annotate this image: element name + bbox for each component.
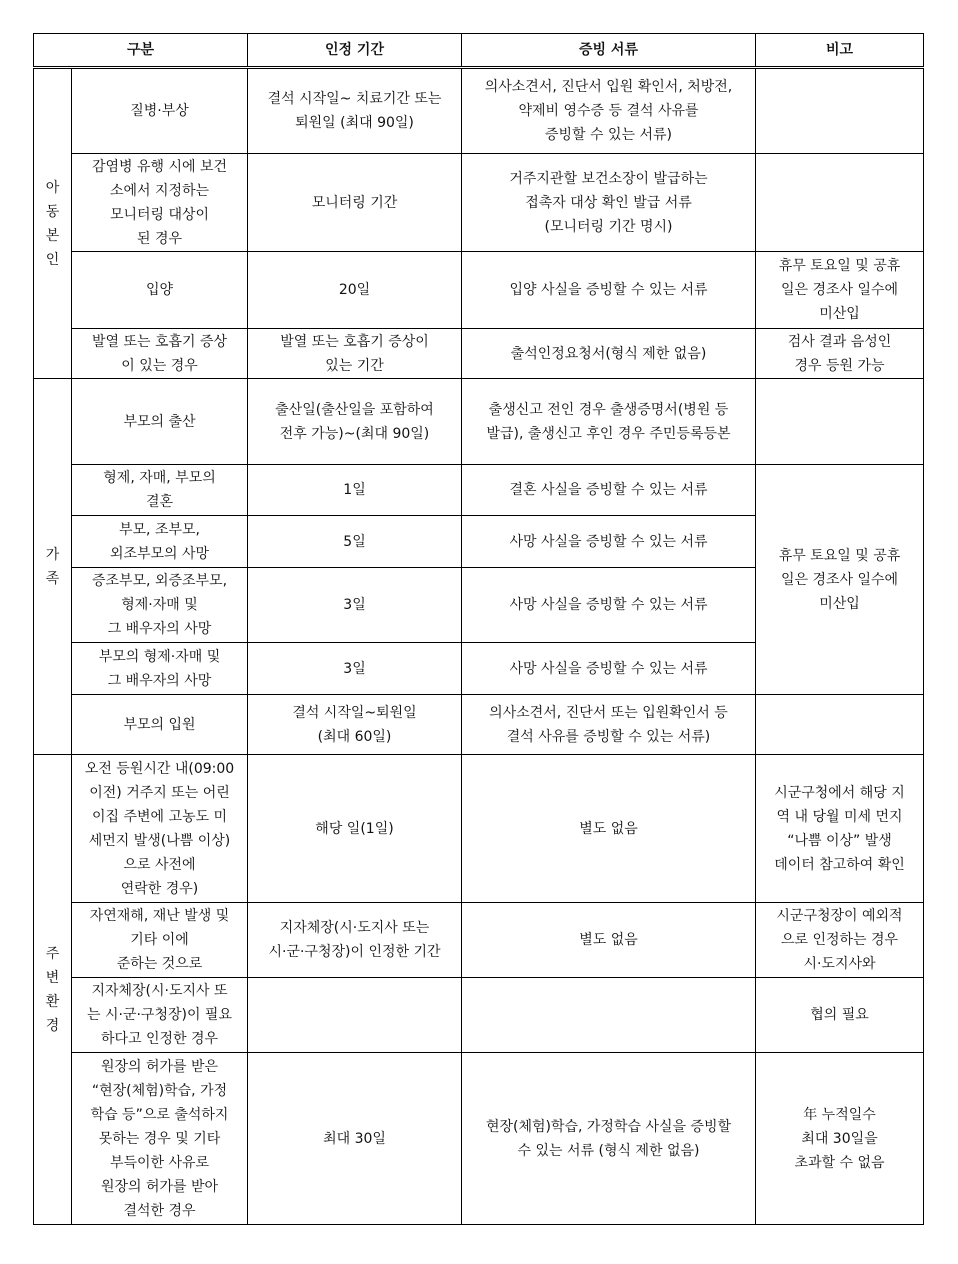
row-note: 시군구청장이 예외적 으로 인정하는 경우 시·도지사와 bbox=[756, 903, 924, 978]
table-row bbox=[34, 68, 924, 154]
table-row bbox=[34, 755, 924, 903]
attendance-recognition-table bbox=[33, 33, 924, 1225]
row-note: 휴무 토요일 및 공휴 일은 경조사 일수에 미산입 bbox=[756, 465, 924, 695]
row-docs: 사망 사실을 증빙할 수 있는 서류 bbox=[462, 643, 756, 695]
row-item: 자연재해, 재난 발생 및 기타 이에 준하는 것으로 bbox=[72, 903, 248, 978]
group-environment: 주 변 환 경 bbox=[34, 755, 72, 1225]
row-note bbox=[756, 154, 924, 252]
row-docs: 출생신고 전인 경우 출생증명서(병원 등 발급), 출생신고 후인 경우 주민등록등본 bbox=[462, 379, 756, 465]
row-note: 年 누적일수 최대 30일을 초과할 수 없음 bbox=[756, 1053, 924, 1225]
row-item: 증조부모, 외증조부모, 형제·자매 및 그 배우자의 사망 bbox=[72, 568, 248, 643]
row-note: 검사 결과 음성인 경우 등원 가능 bbox=[756, 329, 924, 379]
row-period: 3일 bbox=[248, 643, 462, 695]
row-docs: 출석인정요청서(형식 제한 없음) bbox=[462, 329, 756, 379]
table-row bbox=[34, 329, 924, 379]
row-docs: 의사소견서, 진단서 또는 입원확인서 등 결석 사유를 증빙할 수 있는 서류) bbox=[462, 695, 756, 755]
row-docs: 별도 없음 bbox=[462, 755, 756, 903]
row-docs: 입양 사실을 증빙할 수 있는 서류 bbox=[462, 252, 756, 329]
row-period: 해당 일(1일) bbox=[248, 755, 462, 903]
table-row bbox=[34, 978, 924, 1053]
row-period: 20일 bbox=[248, 252, 462, 329]
row-docs: 의사소견서, 진단서 입원 확인서, 처방전, 약제비 영수증 등 결석 사유를 증빙할 수 있는 서류) bbox=[462, 68, 756, 154]
row-period: 1일 bbox=[248, 465, 462, 516]
row-note bbox=[756, 379, 924, 465]
row-docs bbox=[462, 978, 756, 1053]
row-item: 부모의 입원 bbox=[72, 695, 248, 755]
row-item: 감염병 유행 시에 보건 소에서 지정하는 모니터링 대상이 된 경우 bbox=[72, 154, 248, 252]
table-row bbox=[34, 465, 924, 516]
row-item: 원장의 허가를 받은 “현장(체험)학습, 가정 학습 등”으로 출석하지 못하는 경우 및 기타 부득이한 사유로 원장의 허가를 받아 결석한 경우 bbox=[72, 1053, 248, 1225]
row-period bbox=[248, 978, 462, 1053]
row-item: 지자체장(시·도지사 또 는 시·군·구청장)이 필요 하다고 인정한 경우 bbox=[72, 978, 248, 1053]
row-item: 오전 등원시간 내(09:00 이전) 거주지 또는 어린 이집 주변에 고농도 미 세먼지 발생(나쁨 이상) 으로 사전에 연락한 경우) bbox=[72, 755, 248, 903]
table-row bbox=[34, 1053, 924, 1225]
group-child: 아 동 본 인 bbox=[34, 68, 72, 379]
table-row bbox=[34, 154, 924, 252]
row-docs: 거주지관할 보건소장이 발급하는 접촉자 대상 확인 발급 서류 (모니터링 기간 명시) bbox=[462, 154, 756, 252]
row-note: 협의 필요 bbox=[756, 978, 924, 1053]
row-item: 형제, 자매, 부모의 결혼 bbox=[72, 465, 248, 516]
row-period: 지자체장(시·도지사 또는 시·군·구청장)이 인정한 기간 bbox=[248, 903, 462, 978]
row-item: 부모의 형제·자매 및 그 배우자의 사망 bbox=[72, 643, 248, 695]
header-category: 구분 bbox=[34, 34, 248, 68]
row-item: 입양 bbox=[72, 252, 248, 329]
table-header-row bbox=[34, 34, 924, 68]
row-period: 5일 bbox=[248, 516, 462, 568]
header-note: 비고 bbox=[756, 34, 924, 68]
row-period: 3일 bbox=[248, 568, 462, 643]
row-item: 부모의 출산 bbox=[72, 379, 248, 465]
row-period: 모니터링 기간 bbox=[248, 154, 462, 252]
header-period: 인정 기간 bbox=[248, 34, 462, 68]
row-docs: 사망 사실을 증빙할 수 있는 서류 bbox=[462, 516, 756, 568]
row-item: 부모, 조부모, 외조부모의 사망 bbox=[72, 516, 248, 568]
row-item: 발열 또는 호흡기 증상 이 있는 경우 bbox=[72, 329, 248, 379]
row-period: 출산일(출산일을 포함하여 전후 가능)~(최대 90일) bbox=[248, 379, 462, 465]
row-note bbox=[756, 695, 924, 755]
row-period: 결석 시작일~ 치료기간 또는 퇴원일 (최대 90일) bbox=[248, 68, 462, 154]
row-note bbox=[756, 68, 924, 154]
row-docs: 별도 없음 bbox=[462, 903, 756, 978]
row-note: 시군구청에서 해당 지 역 내 당월 미세 먼지 “나쁨 이상” 발생 데이터 참고하여 확인 bbox=[756, 755, 924, 903]
row-period: 발열 또는 호흡기 증상이 있는 기간 bbox=[248, 329, 462, 379]
table-row bbox=[34, 252, 924, 329]
row-docs: 사망 사실을 증빙할 수 있는 서류 bbox=[462, 568, 756, 643]
row-note: 휴무 토요일 및 공휴 일은 경조사 일수에 미산입 bbox=[756, 252, 924, 329]
row-period: 최대 30일 bbox=[248, 1053, 462, 1225]
header-docs: 증빙 서류 bbox=[462, 34, 756, 68]
table-row bbox=[34, 903, 924, 978]
row-period: 결석 시작일~퇴원일 (최대 60일) bbox=[248, 695, 462, 755]
table-row bbox=[34, 695, 924, 755]
row-docs: 현장(체험)학습, 가정학습 사실을 증빙할 수 있는 서류 (형식 제한 없음) bbox=[462, 1053, 756, 1225]
group-family: 가 족 bbox=[34, 379, 72, 755]
row-item: 질병·부상 bbox=[72, 68, 248, 154]
row-docs: 결혼 사실을 증빙할 수 있는 서류 bbox=[462, 465, 756, 516]
table-row bbox=[34, 379, 924, 465]
